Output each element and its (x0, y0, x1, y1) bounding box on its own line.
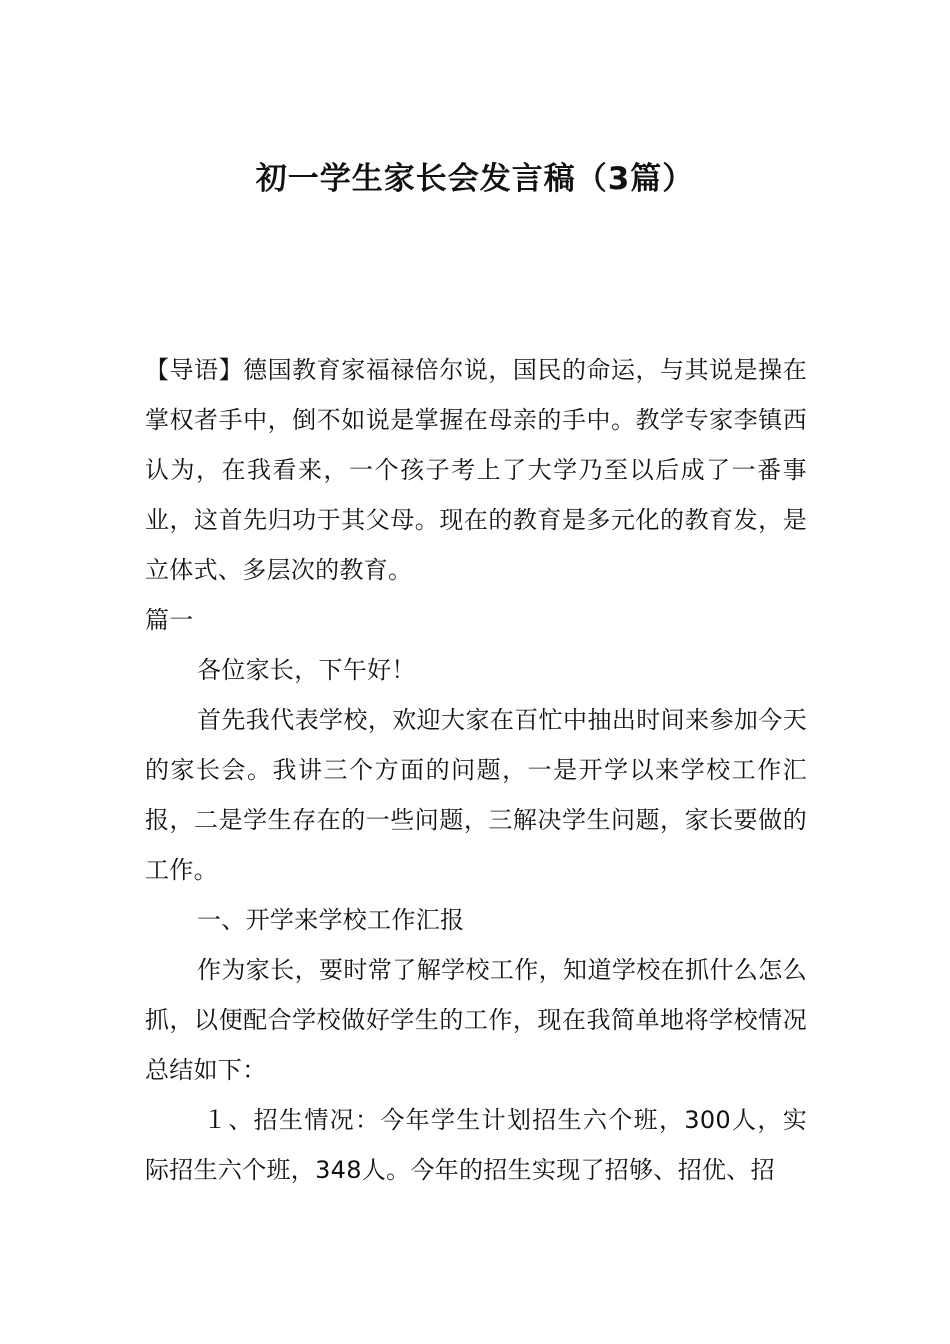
section-heading-1: 一、开学来学校工作汇报 (197, 906, 465, 934)
body-paragraph-3: １、招生情况：今年学生计划招生六个班，300人，实际招生六个班，348人。今年的招生实现了招够、招优、招 (145, 1106, 807, 1184)
document-body (145, 345, 807, 1195)
intro-paragraph: 【导语】德国教育家福禄倍尔说，国民的命运，与其说是操在掌权者手中，倒不如说是掌握在母亲的手中。教学专家李镇西认为，在我看来，一个孩子考上了大学乃至以后成了一番事业，这首先归功于其父母。现在的教育是多元化的教育发，是立体式、多层次的教育。 (145, 356, 807, 584)
body-paragraph-1: 首先我代表学校，欢迎大家在百忙中抽出时间来参加今天的家长会。我讲三个方面的问题，一是开学以来学校工作汇报，二是学生存在的一些问题，三解决学生问题，家长要做的工作。 (145, 706, 807, 884)
document-title: 初一学生家长会发言稿（3篇） (255, 161, 695, 197)
body-paragraph-2: 作为家长，要时常了解学校工作，知道学校在抓什么怎么抓，以便配合学校做好学生的工作，现在我简单地将学校情况总结如下： (145, 956, 807, 1084)
section-label: 篇一 (145, 606, 194, 634)
greeting-paragraph: 各位家长，下午好！ (197, 656, 416, 684)
